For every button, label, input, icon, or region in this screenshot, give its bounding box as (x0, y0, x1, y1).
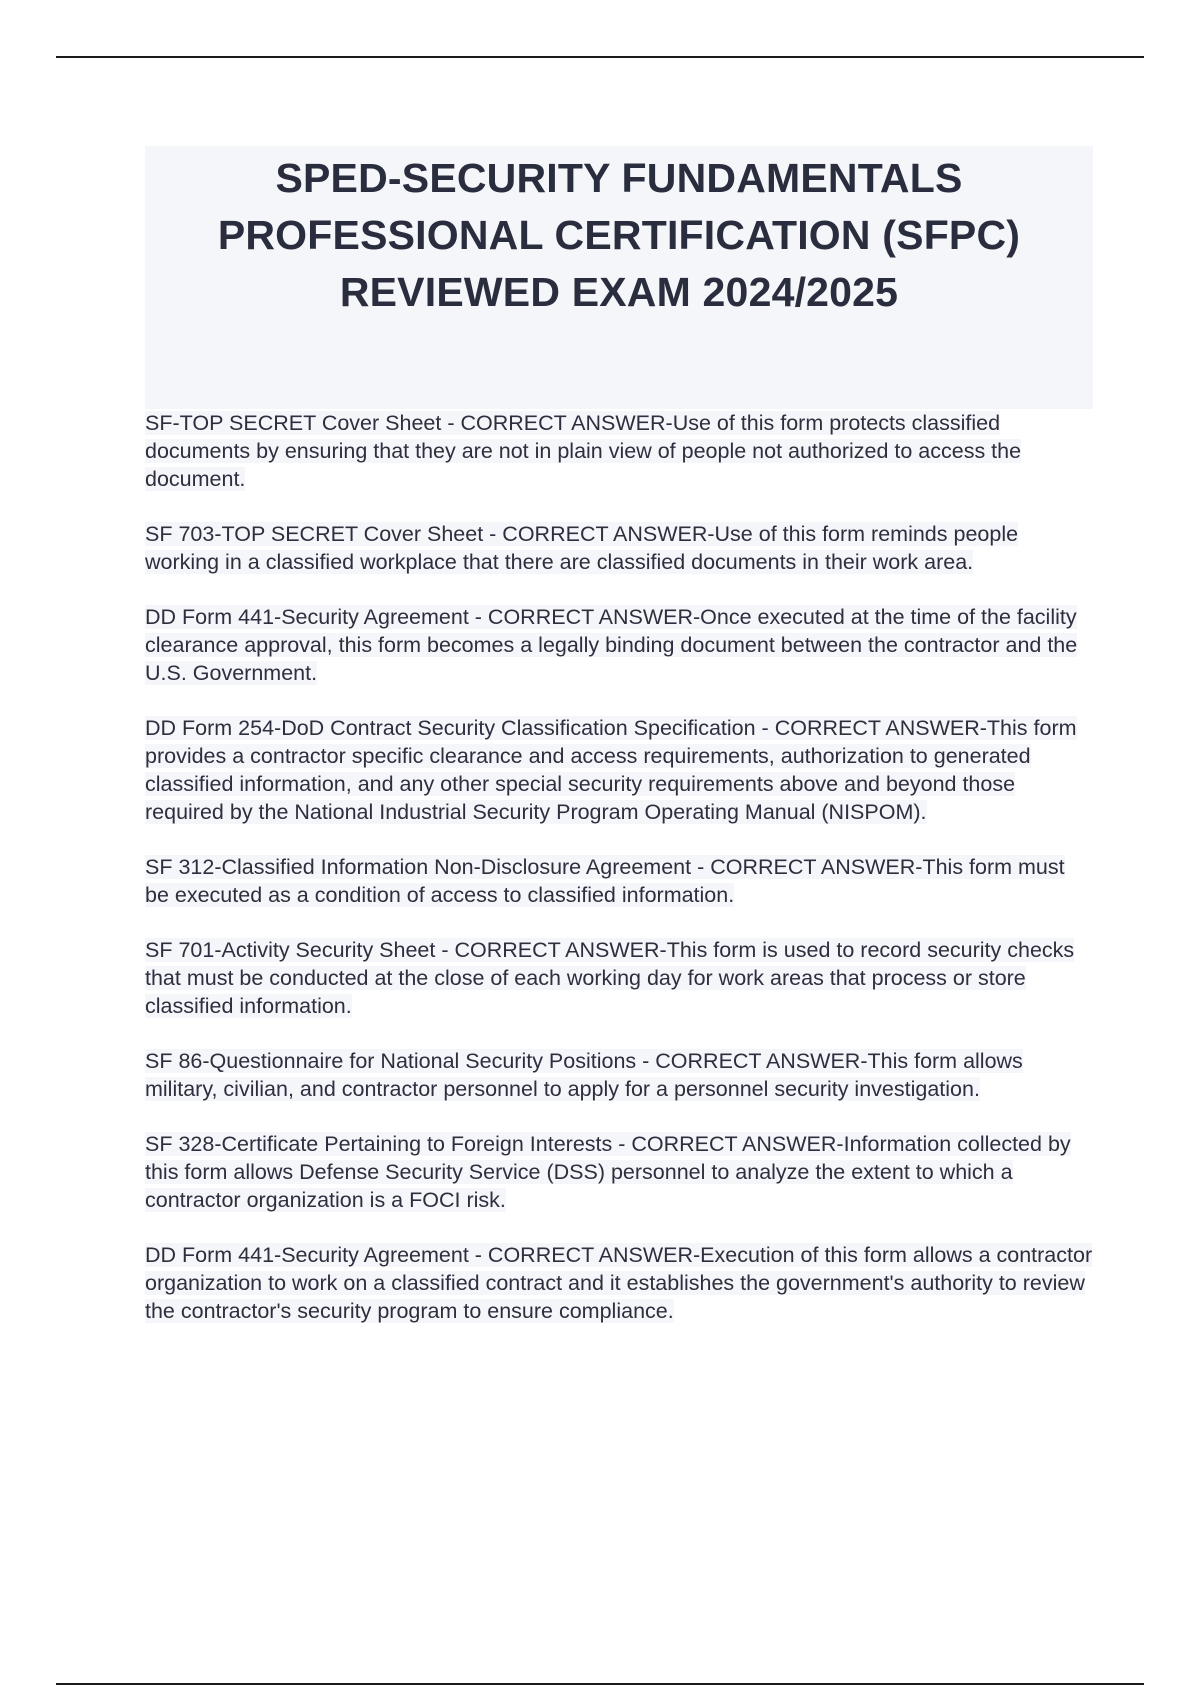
qa-answer: Use of this form reminds people working in a classified workplace that there are classified documents in their work area. (145, 522, 1019, 574)
qa-text (145, 855, 1065, 907)
qa-text (145, 1049, 1023, 1101)
top-rule (56, 56, 1144, 58)
qa-answer-label: CORRECT ANSWER- (631, 1132, 844, 1156)
qa-text (145, 938, 1074, 1018)
qa-answer-label: CORRECT ANSWER- (460, 411, 673, 435)
title-line-2: PROFESSIONAL CERTIFICATION (SFPC) (217, 212, 1021, 258)
title-line-3: REVIEWED EXAM 2024/2025 (339, 269, 899, 315)
qa-text (145, 411, 1021, 491)
qa-text (145, 522, 1018, 574)
qa-text (145, 605, 1077, 685)
qa-answer-label: CORRECT ANSWER- (774, 716, 987, 740)
qa-separator: - (691, 855, 711, 879)
qa-term: DD Form 441-Security Agreement (145, 605, 469, 629)
qa-separator: - (468, 1243, 488, 1267)
qa-answer: Use of this form protects classified documents by ensuring that they are not in plain view of people not authorized to access the document. (145, 411, 1022, 491)
qa-separator: - (435, 938, 455, 962)
qa-answer: Execution of this form allows a contractor organization to work on a classified contract and it establishes the government's authority to review the contractor's security program to ensure compliance. (145, 1243, 1093, 1323)
qa-separator: - (755, 716, 775, 740)
title-block (145, 146, 1093, 409)
title-spacer (145, 321, 1093, 401)
qa-list (145, 409, 1093, 1325)
document-body (145, 146, 1093, 1352)
qa-item (145, 853, 1093, 909)
qa-item (145, 1130, 1093, 1214)
qa-separator: - (441, 411, 461, 435)
qa-item (145, 936, 1093, 1020)
qa-item (145, 1241, 1093, 1325)
qa-answer: Once executed at the time of the facility clearance approval, this form becomes a legally binding document between the contractor and the U.S. Government. (145, 605, 1078, 685)
qa-item (145, 409, 1093, 493)
qa-answer-label: CORRECT ANSWER- (655, 1049, 868, 1073)
qa-text (145, 1132, 1071, 1212)
qa-separator: - (612, 1132, 632, 1156)
qa-term: DD Form 254-DoD Contract Security Classification Specification (145, 716, 756, 740)
qa-term: SF-TOP SECRET Cover Sheet (145, 411, 442, 435)
qa-term: SF 312-Classified Information Non-Disclosure Agreement (145, 855, 692, 879)
qa-separator: - (468, 605, 488, 629)
qa-answer-label: CORRECT ANSWER- (487, 605, 701, 629)
qa-answer: Information collected by this form allows Defense Security Service (DSS) personnel to analyze the extent to which a contractor organization is a FOCI risk. (145, 1132, 1071, 1212)
qa-answer: This form provides a contractor specific clearance and access requirements, authorization to generated classified information, and any other special security requirements above and beyond those required by the National Industrial Security Program Operating Manual (NISPOM). (145, 716, 1077, 824)
qa-answer-label: CORRECT ANSWER- (487, 1243, 701, 1267)
qa-answer-label: CORRECT ANSWER- (454, 938, 667, 962)
qa-term: DD Form 441-Security Agreement (145, 1243, 469, 1267)
qa-item (145, 520, 1093, 576)
qa-separator: - (636, 1049, 656, 1073)
qa-text (145, 1243, 1092, 1323)
qa-item (145, 714, 1093, 826)
qa-term: SF 701-Activity Security Sheet (145, 938, 436, 962)
qa-answer: This form must be executed as a condition of access to classified information. (145, 855, 1065, 907)
qa-item (145, 603, 1093, 687)
qa-separator: - (483, 522, 503, 546)
bottom-rule (56, 1683, 1144, 1685)
qa-text (145, 716, 1077, 824)
qa-answer-label: CORRECT ANSWER- (710, 855, 923, 879)
qa-answer-label: CORRECT ANSWER- (502, 522, 715, 546)
document-title (145, 150, 1093, 321)
qa-answer: This form is used to record security checks that must be conducted at the close of each working day for work areas that process or store classified information. (145, 938, 1075, 1018)
title-line-1: SPED-SECURITY FUNDAMENTALS (275, 155, 963, 201)
qa-term: SF 328-Certificate Pertaining to Foreign Interests (145, 1132, 613, 1156)
qa-answer: This form allows military, civilian, and contractor personnel to apply for a personnel security investigation. (145, 1049, 1023, 1101)
qa-term: SF 86-Questionnaire for National Security Positions (145, 1049, 637, 1073)
qa-term: SF 703-TOP SECRET Cover Sheet (145, 522, 484, 546)
qa-item (145, 1047, 1093, 1103)
